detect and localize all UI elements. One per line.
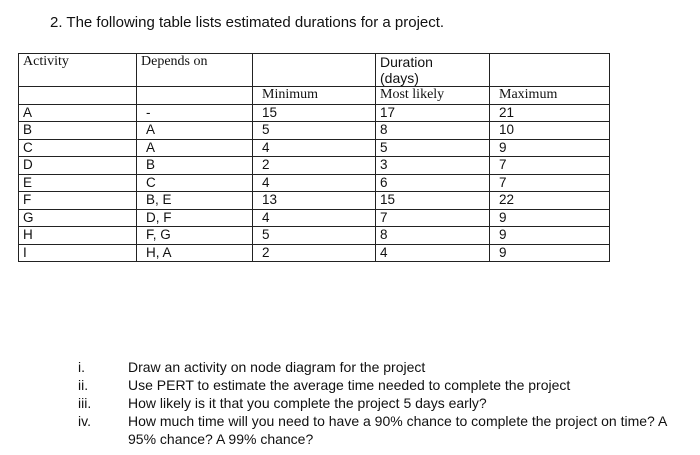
task-text: Use PERT to estimate the average time needed to complete the project [128,377,571,393]
depends-cell: - [137,104,253,122]
header-duration [376,54,490,87]
likely-cell: 8 [376,122,490,140]
max-cell: 21 [490,104,610,122]
max-cell: 9 [490,244,610,262]
likely-cell: 5 [376,139,490,157]
table-row [19,139,610,157]
table-row [19,227,610,245]
activity-cell: E [19,174,137,192]
likely-cell: 6 [376,174,490,192]
depends-cell: B, E [137,192,253,210]
likely-cell: 4 [376,244,490,262]
max-cell: 22 [490,192,610,210]
depends-cell: H, A [137,244,253,262]
max-cell: 10 [490,122,610,140]
subheader-blank [19,87,137,105]
depends-cell: D, F [137,209,253,227]
min-cell: 5 [253,227,376,245]
header-minimum: Minimum [253,87,376,105]
min-cell: 4 [253,139,376,157]
min-cell: 15 [253,104,376,122]
table-row [19,192,610,210]
likely-cell: 3 [376,157,490,175]
question-title: 2. The following table lists estimated durations for a project. [50,14,445,31]
activity-cell: B [19,122,137,140]
list-item [78,376,688,394]
likely-cell: 17 [376,104,490,122]
table-row [19,122,610,140]
min-cell: 5 [253,122,376,140]
header-blank [490,54,610,87]
activity-cell: H [19,227,137,245]
table-row [19,174,610,192]
header-activity: Activity [19,54,137,87]
depends-cell: C [137,174,253,192]
task-text: How much time will you need to have a 90% chance to complete the project on time? A 95% chance? A 99% chance? [128,413,667,447]
table-row [19,209,610,227]
list-item [78,358,688,376]
task-list [78,358,688,448]
table-subheader-row [19,87,610,105]
max-cell: 7 [490,174,610,192]
max-cell: 9 [490,227,610,245]
likely-cell: 8 [376,227,490,245]
task-text: Draw an activity on node diagram for the project [128,359,426,375]
depends-cell: A [137,122,253,140]
table-header-row [19,54,610,87]
min-cell: 2 [253,244,376,262]
min-cell: 4 [253,209,376,227]
header-duration-label: Duration [380,54,433,70]
depends-cell: A [137,139,253,157]
list-item [78,412,688,448]
max-cell: 9 [490,209,610,227]
task-number: ii. [78,377,89,393]
task-number: iii. [78,395,92,411]
depends-cell: F, G [137,227,253,245]
likely-cell: 7 [376,209,490,227]
max-cell: 7 [490,157,610,175]
table-row [19,104,610,122]
durations-table [18,53,610,262]
task-number: iv. [78,413,91,429]
header-most-likely: Most likely [376,87,490,105]
activity-cell: D [19,157,137,175]
table-row [19,244,610,262]
activity-cell: G [19,209,137,227]
header-depends-on: Depends on [137,54,253,87]
header-days-label: (days) [380,70,419,86]
activity-cell: A [19,104,137,122]
likely-cell: 15 [376,192,490,210]
header-blank [253,54,376,87]
min-cell: 13 [253,192,376,210]
task-text: How likely is it that you complete the project 5 days early? [128,395,487,411]
min-cell: 2 [253,157,376,175]
min-cell: 4 [253,174,376,192]
list-item [78,394,688,412]
activity-cell: F [19,192,137,210]
table-row [19,157,610,175]
header-maximum: Maximum [490,87,610,105]
task-number: i. [78,359,85,375]
activity-cell: C [19,139,137,157]
activity-cell: I [19,244,137,262]
max-cell: 9 [490,139,610,157]
depends-cell: B [137,157,253,175]
subheader-blank [137,87,253,105]
